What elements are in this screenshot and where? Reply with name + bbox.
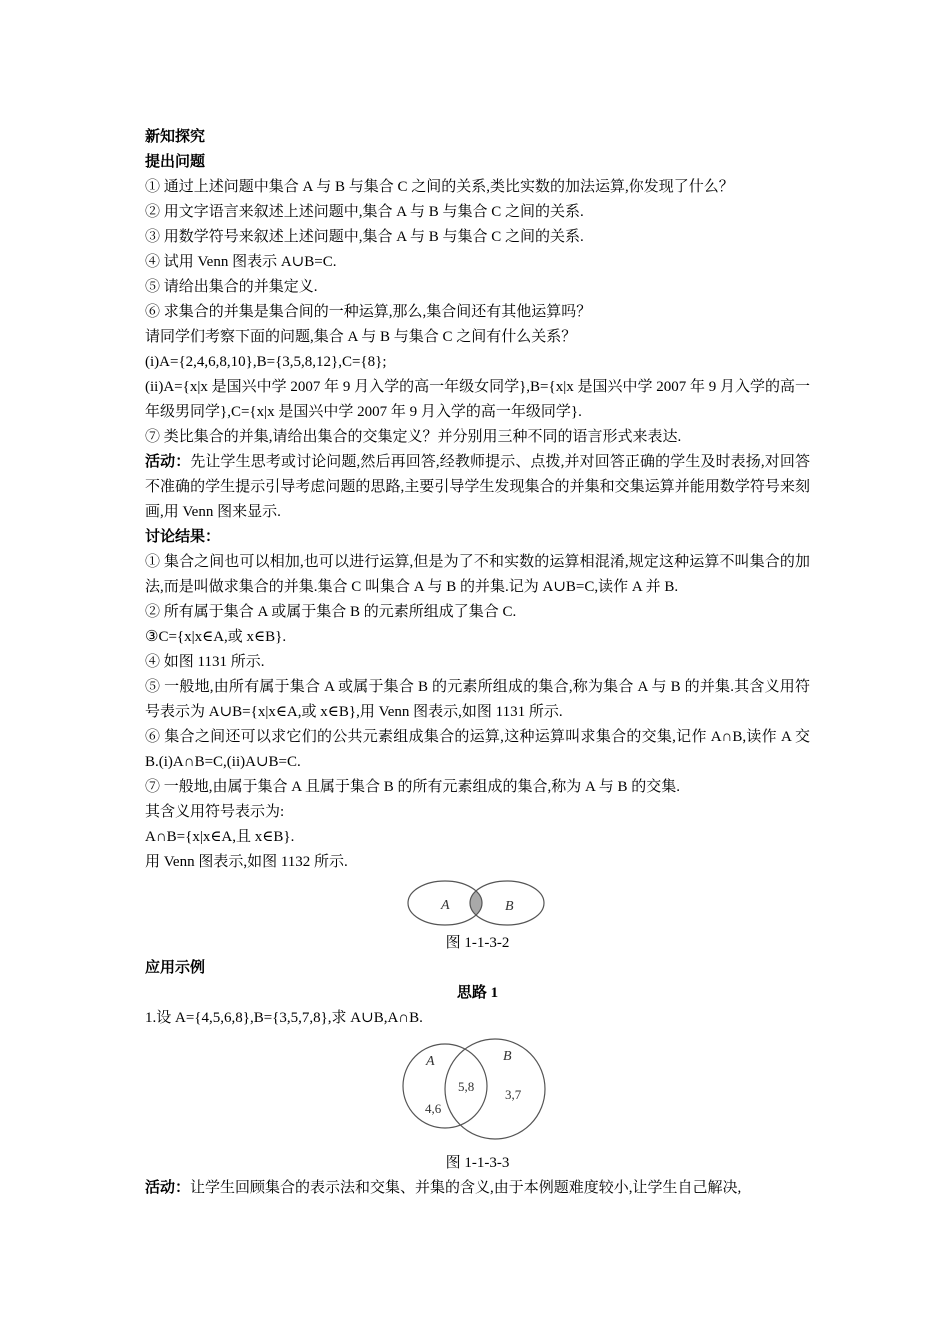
venn-diagram-example — [145, 1031, 810, 1151]
venn-label-b: B — [505, 899, 514, 914]
section-heading-new-knowledge: 新知探究 — [145, 129, 206, 145]
activity-label: 活动： — [145, 454, 191, 470]
result-4: ④ 如图 1131 所示. — [145, 654, 265, 670]
venn-diagram-intersection — [145, 875, 810, 931]
venn-example-label-b: B — [503, 1049, 512, 1064]
figure-caption-2: 图 1-1-3-3 — [445, 1155, 510, 1171]
venn-example-both: 5,8 — [458, 1079, 475, 1094]
question-1: ① 通过上述问题中集合 A 与 B 与集合 C 之间的关系,类比实数的加法运算,你发现了什么？ — [145, 179, 734, 195]
result-3: ③C={x|x∈A,或 x∈B}. — [145, 629, 287, 645]
activity-text: 先让学生思考或讨论问题,然后再回答,经教师提示、点拨,并对回答正确的学生及时表扬,对回答不准确的学生提示引导考虑问题的思路,主要引导学生发现集合的并集和交集运算并能用数学符号来刻画,用 Venn 图来显示. — [145, 454, 810, 520]
question-7: ⑦ 类比集合的并集,请给出集合的交集定义？并分别用三种不同的语言形式来表达. — [145, 429, 682, 445]
venn-figure-example — [145, 1031, 810, 1151]
problem-ii: (ii)A={x|x 是国兴中学 2007 年 9 月入学的高一年级女同学},B={x|x 是国兴中学 2007 年 9 月入学的高一年级男同学},C={x|x 是国兴中学 2007 年 9 月入学的高一年级同学}. — [145, 379, 810, 420]
result-7-formula: A∩B={x|x∈A,且 x∈B}. — [145, 829, 295, 845]
activity-label-2: 活动： — [145, 1180, 191, 1196]
problem-i: (i)A={2,4,6,8,10},B={3,5,8,12},C={8}; — [145, 354, 387, 370]
example-1: 1.设 A={4,5,6,8},B={3,5,7,8},求 A∪B,A∩B. — [145, 1010, 423, 1026]
question-5: ⑤ 请给出集合的并集定义. — [145, 279, 318, 295]
venn-label-a: A — [441, 898, 450, 913]
question-prompt: 请同学们考察下面的问题,集合 A 与 B 与集合 C 之间有什么关系？ — [145, 329, 577, 345]
question-3: ③ 用数学符号来叙述上述问题中,集合 A 与 B 与集合 C 之间的关系. — [145, 229, 584, 245]
activity-paragraph-2 — [145, 1176, 810, 1201]
result-7: ⑦ 一般地,由属于集合 A 且属于集合 B 的所有元素组成的集合,称为 A 与 B 的交集. — [145, 779, 681, 795]
result-5: ⑤ 一般地,由所有属于集合 A 或属于集合 B 的元素所组成的集合,称为集合 A 与 B 的并集.其含义用符号表示为 A∪B={x|x∈A,或 x∈B},用 Venn 图表示,如图 1131 所示. — [145, 679, 810, 720]
activity-paragraph-1 — [145, 450, 810, 525]
venn-example-label-a: A — [426, 1054, 435, 1069]
venn-figure-intersection — [145, 875, 810, 931]
subheading-idea-1: 思路 1 — [456, 985, 499, 1001]
question-6: ⑥ 求集合的并集是集合间的一种运算,那么,集合间还有其他运算吗？ — [145, 304, 592, 320]
result-1: ① 集合之间也可以相加,也可以进行运算,但是为了不和实数的运算相混淆,规定这种运算不叫集合的加法,而是叫做求集合的并集.集合 C 叫集合 A 与 B 的并集.记为 A∪B=C,读作 A 并 B. — [145, 554, 810, 595]
activity-text-2: 让学生回顾集合的表示法和交集、并集的含义,由于本例题难度较小,让学生自己解决, — [190, 1180, 742, 1196]
result-7-symbol-intro: 其含义用符号表示为: — [145, 804, 285, 820]
figure-caption-1: 图 1-1-3-2 — [445, 935, 510, 951]
document-page — [145, 125, 810, 1201]
result-6: ⑥ 集合之间还可以求它们的公共元素组成集合的运算,这种运算叫求集合的交集,记作 A∩B,读作 A 交 B.(i)A∩B=C,(ii)A∪B=C. — [145, 729, 810, 770]
section-heading-results: 讨论结果： — [145, 529, 221, 545]
section-heading-questions: 提出问题 — [145, 154, 206, 170]
question-2: ② 用文字语言来叙述上述问题中,集合 A 与 B 与集合 C 之间的关系. — [145, 204, 584, 220]
result-7-venn-ref: 用 Venn 图表示,如图 1132 所示. — [145, 854, 348, 870]
section-heading-examples: 应用示例 — [145, 960, 206, 976]
venn-example-only-b: 3,7 — [505, 1087, 522, 1102]
question-4: ④ 试用 Venn 图表示 A∪B=C. — [145, 254, 337, 270]
venn-example-only-a: 4,6 — [425, 1101, 442, 1116]
result-2: ② 所有属于集合 A 或属于集合 B 的元素所组成了集合 C. — [145, 604, 517, 620]
